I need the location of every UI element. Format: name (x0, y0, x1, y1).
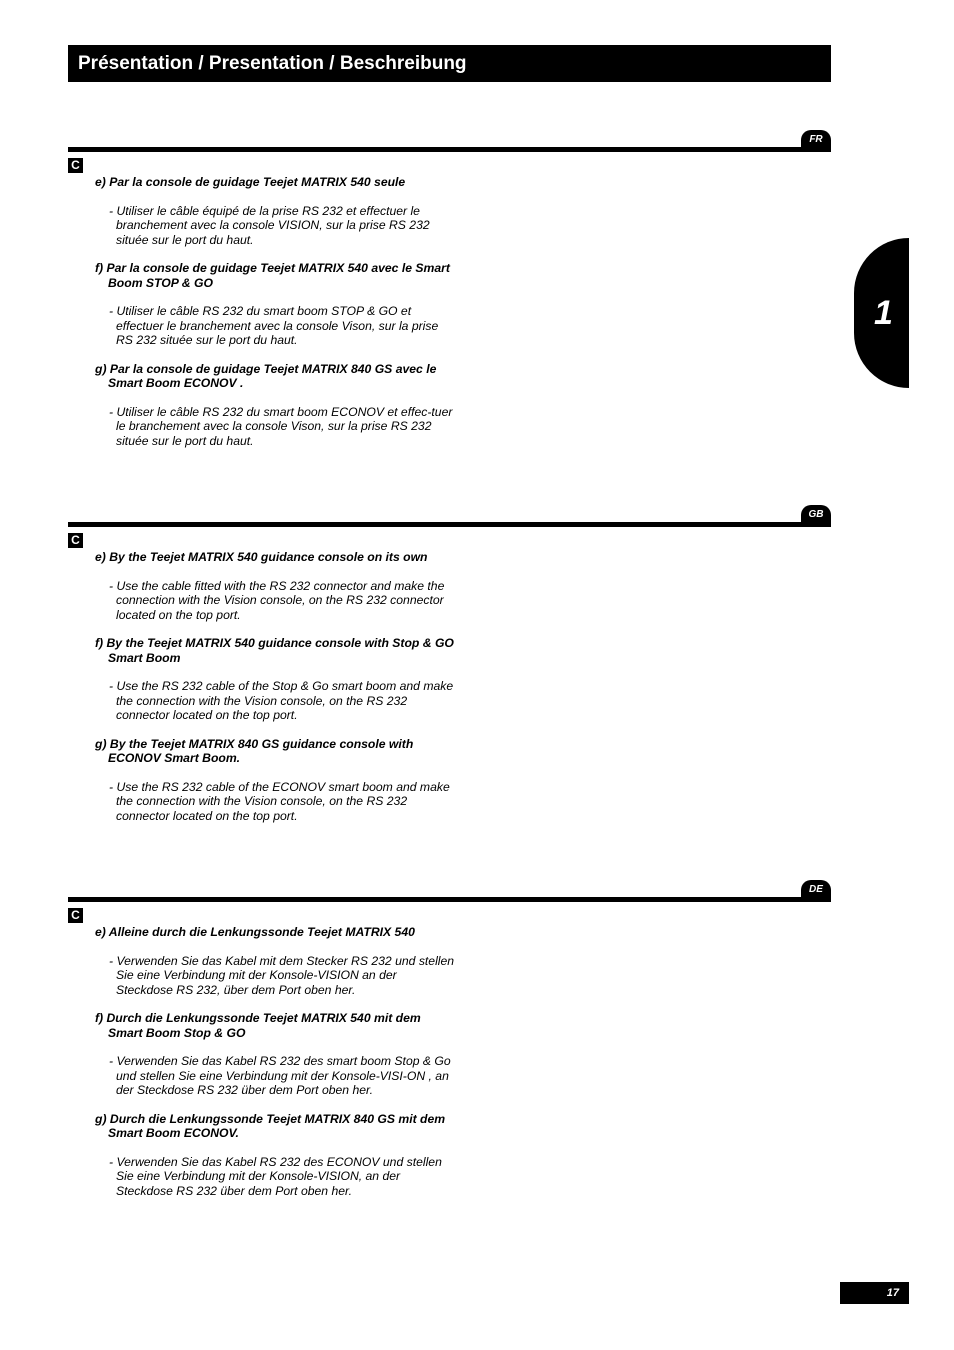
section-fr (0, 130, 954, 490)
language-badge-fr: FR (801, 130, 831, 150)
section-content (95, 175, 455, 462)
item-body-e: - Utiliser le câble équipé de la prise RS 232 et effectuer le branchement avec la console VISION, sur la prise RS 232 située sur le port du haut. (109, 203, 430, 247)
item-title-f: f) By the Teejet MATRIX 540 guidance console with Stop & GO Smart Boom (95, 636, 454, 665)
section-de (0, 880, 954, 1240)
page-title: Présentation / Presentation / Beschreibung (78, 53, 467, 74)
section-content (95, 550, 455, 837)
item-title-f: f) Durch die Lenkungssonde Teejet MATRIX 540 mit dem Smart Boom Stop & GO (95, 1011, 421, 1040)
item-body-f: - Utiliser le câble RS 232 du smart boom STOP & GO et effectuer le branchement avec la console Vison, sur la prise RS 232 située sur le port du haut. (109, 304, 439, 347)
item-title-e: e) Alleine durch die Lenkungssonde Teejet MATRIX 540 (95, 925, 415, 939)
section-content (95, 925, 455, 1212)
item-title-g: g) Par la console de guidage Teejet MATRIX 840 GS avec le Smart Boom ECONOV . (95, 361, 437, 390)
item-title-g: g) Durch die Lenkungssonde Teejet MATRIX 840 GS mit dem Smart Boom ECONOV. (95, 1111, 446, 1140)
item-title-e: e) Par la console de guidage Teejet MATRIX 540 seule (95, 175, 406, 189)
item-body-f: - Use the RS 232 cable of the Stop & Go smart boom and make the connection with the Vision console, on the RS 232 connector located on the top port. (109, 679, 454, 722)
page-number: 17 (840, 1282, 909, 1304)
section-marker: C (68, 908, 83, 923)
section-divider (68, 147, 831, 152)
chapter-number: 1 (874, 294, 893, 332)
item-body-e: - Verwenden Sie das Kabel mit dem Stecker RS 232 und stellen Sie eine Verbindung mit der Konsole-VISION an der Steckdose RS 232, über dem Port oben her. (109, 953, 455, 997)
item-body-g: - Verwenden Sie das Kabel RS 232 des ECONOV und stellen Sie eine Verbindung mit der Konsole-VISION, an der Steckdose RS 232 über dem Port oben her. (109, 1154, 442, 1198)
item-body-e: - Use the cable fitted with the RS 232 connector and make the connection with the Vision console, on the RS 232 connector located on the top port. (109, 578, 445, 622)
section-divider (68, 522, 831, 527)
language-badge-gb: GB (801, 505, 831, 525)
item-body-g: - Use the RS 232 cable of the ECONOV smart boom and make the connection with the Vision console, on the RS 232 connector located on the top port. (109, 779, 450, 823)
section-gb (0, 505, 954, 865)
language-badge-de: DE (801, 880, 831, 900)
section-divider (68, 897, 831, 902)
item-body-f: - Verwenden Sie das Kabel RS 232 des smart boom Stop & Go und stellen Sie eine Verbindung mit der Konsole-VISI-ON , an der Steckdose RS 232 über dem Port oben her. (109, 1054, 451, 1097)
item-title-e: e) By the Teejet MATRIX 540 guidance console on its own (95, 550, 428, 564)
page-header (68, 45, 831, 82)
item-title-f: f) Par la console de guidage Teejet MATRIX 540 avec le Smart Boom STOP & GO (95, 261, 450, 290)
item-body-g: - Utiliser le câble RS 232 du smart boom ECONOV et effec-tuer le branchement avec la console Vison, sur la prise RS 232 située sur le port du haut. (109, 404, 453, 448)
section-marker: C (68, 158, 83, 173)
section-marker: C (68, 533, 83, 548)
item-title-g: g) By the Teejet MATRIX 840 GS guidance console with ECONOV Smart Boom. (95, 736, 414, 765)
